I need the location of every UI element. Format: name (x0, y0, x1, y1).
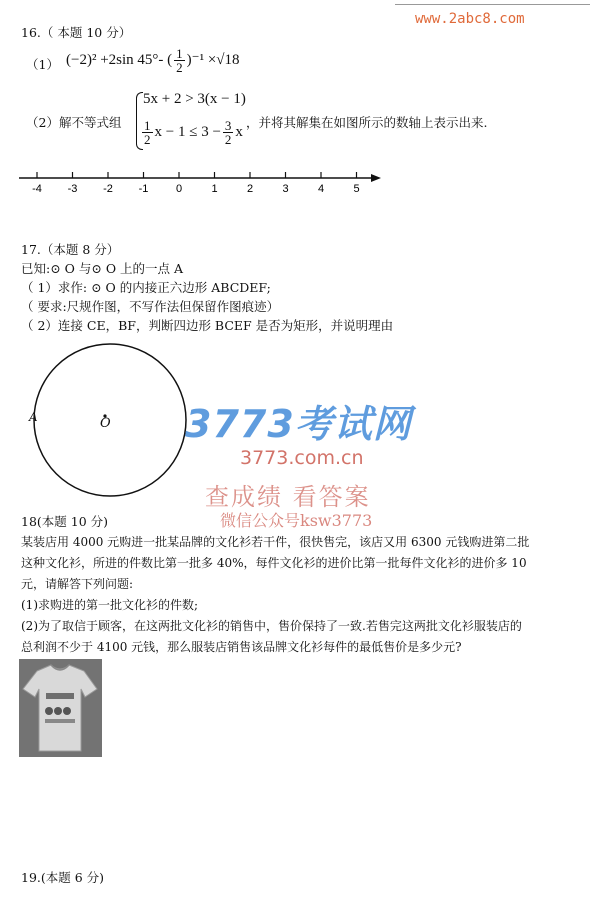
q16-part2-label: （2）解不等式组 (26, 115, 122, 130)
axis-tick-label: 4 (317, 183, 325, 195)
point-a-label: A (29, 410, 38, 424)
site-url: www.2abc8.com (415, 11, 525, 27)
watermark-url: 3773.com.cn (240, 447, 364, 469)
q17-part2: （ 2）连接 CE，BF，判断四边形 BCEF 是否为矩形，并说明理由 (21, 318, 394, 333)
watermark-slogan: 查成绩 看答案 (205, 483, 371, 511)
q18-line1: 某装店用 4000 元购进一批某品牌的文化衫若干件，很快售完，该店又用 6300 元钱购进第二批 (21, 535, 530, 549)
watermark-logo: 3773考试网 (185, 402, 412, 446)
q17-given: 已知:⊙ O 与⊙ O 上的一点 A (21, 261, 184, 276)
inequality-2: $\frac{1}{2}$ x − 1 ≤ 3 − $\frac{3}{2}$ x (144, 118, 243, 147)
axis-tick-label: -1 (138, 183, 149, 195)
axis-tick-label: -2 (103, 183, 113, 195)
tshirt-photo (19, 659, 102, 757)
axis-tick-label: 2 (246, 183, 254, 195)
number-line (15, 168, 385, 198)
q16-part1-expr-b: )⁻¹ ×√18 (186, 51, 240, 68)
q18-question2-line1: (2)为了取信于顾客，在这两批文化衫的销售中，售价保持了一致.若售完这两批文化衫服装店的 (21, 619, 522, 633)
q18-question1: (1)求购进的第一批文化衫的件数; (21, 598, 199, 612)
axis-tick-label: 0 (175, 183, 183, 195)
q16-part1-expr-a: (−2)² +2sin 45°- ( (66, 51, 173, 68)
watermark-wechat: 微信公众号ksw3773 (220, 511, 373, 530)
q18-title: 18(本题 10 分) (21, 514, 109, 529)
q17-part1-note: （ 要求:尺规作图，不写作法但保留作图痕迹） (21, 299, 280, 314)
q17-part1: （ 1）求作: ⊙ O 的内接正六边形 ABCDEF; (21, 280, 271, 295)
q18-question2-line2: 总利润不少于 4100 元钱，那么服装店销售该品牌文化衫每件的最低售价是多少元? (21, 640, 462, 654)
axis-tick-label: 5 (353, 183, 360, 195)
half-fraction: $\frac{1}{2}$ (176, 46, 183, 75)
q16-title: 16.（ 本题 10 分） (21, 25, 132, 40)
axis-tick-label: 3 (282, 183, 289, 195)
axis-tick-label: 1 (211, 183, 218, 195)
q18-line3: 元，请解答下列问题: (21, 577, 134, 591)
q17-title: 17.（本题 8 分） (21, 242, 120, 257)
q16-part2-tail: ，并将其解集在如图所示的数轴上表示出来. (246, 115, 488, 130)
point-o-label: O (100, 416, 111, 431)
axis-tick-label: -4 (32, 183, 42, 195)
q18-line2: 这种文化衫，所进的件数比第一批多 40%，每件文化衫的进价比第一批每件文化衫的进价多 10 (21, 556, 527, 570)
axis-tick-label: -3 (67, 183, 78, 195)
circle-figure (25, 340, 200, 500)
q19-title: 19.(本题 6 分) (21, 870, 105, 885)
q16-part1-expression (66, 47, 240, 74)
header-rule (395, 4, 590, 5)
inequality-1: 5x + 2 > 3(x − 1) (143, 91, 246, 107)
q16-part1-label: （1） (26, 57, 59, 72)
